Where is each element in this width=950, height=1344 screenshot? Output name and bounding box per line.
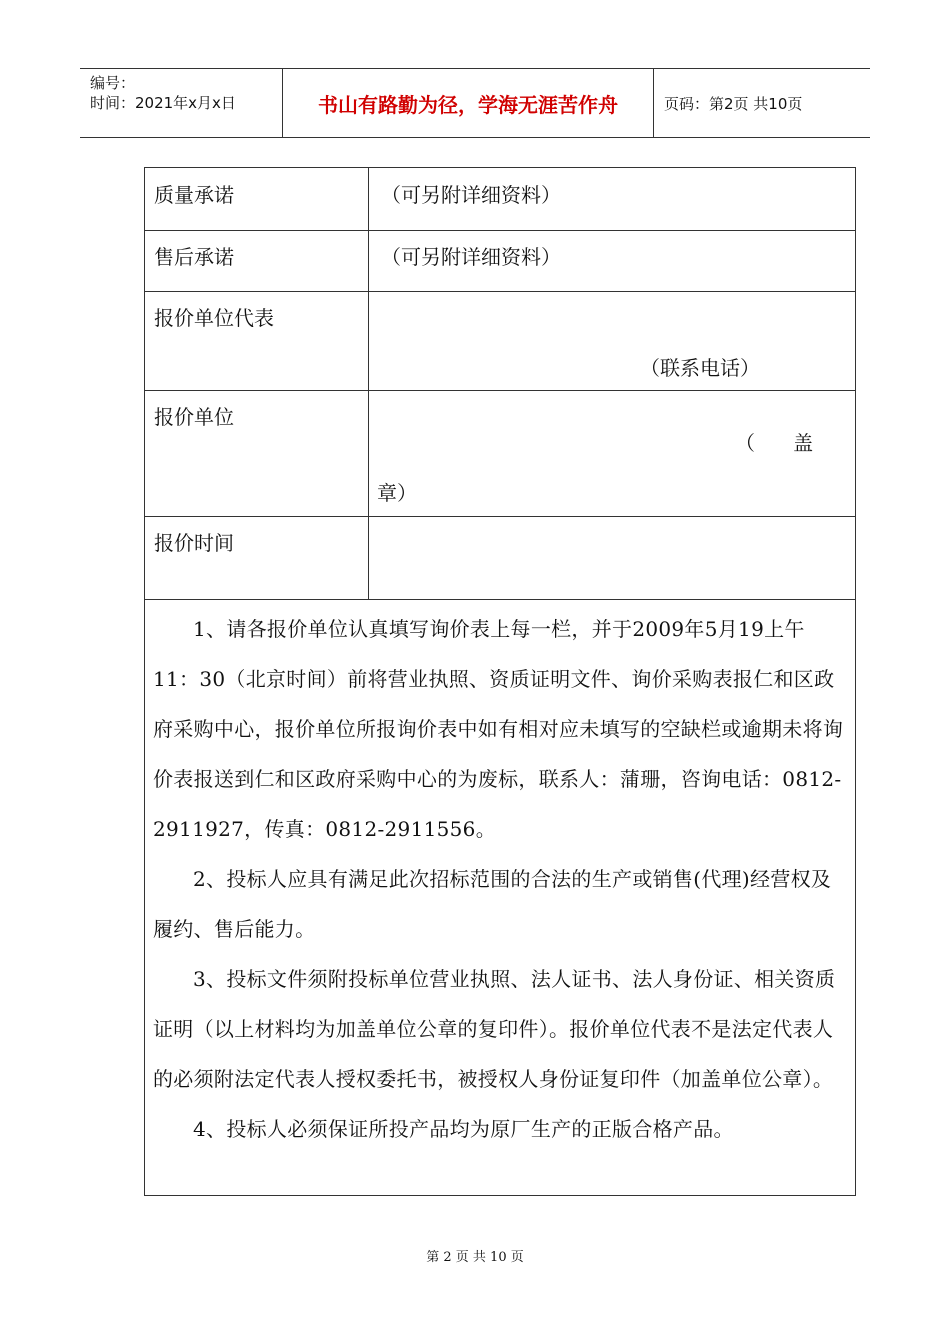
value-quality-promise: （可另附详细资料） (381, 183, 561, 207)
page-footer: 第 2 页 共 10 页 (426, 1250, 524, 1265)
row-divider (145, 599, 855, 600)
value-seal-a: （ 盖 (735, 431, 814, 455)
value-seal-b: 章） (377, 481, 417, 505)
row-divider (145, 291, 855, 292)
row-divider (145, 516, 855, 517)
serial-label: 编号： (90, 74, 136, 92)
quote-table (144, 167, 856, 1196)
label-bidder-unit: 报价单位 (154, 405, 234, 429)
page-header (80, 68, 870, 138)
note-item: 4、投标人必须保证所投产品均为原厂生产的正版合格产品。 (193, 1117, 734, 1141)
header-meta (90, 73, 280, 113)
notes-section (153, 604, 848, 1154)
note-item: 3、投标文件须附投标单位营业执照、法人证书、法人身份证、相关资质证明（以上材料均为加盖单位公章的复印件）。报价单位代表不是法定代表人的必须附法定代表人授权委托书，被授权人身份证复印件（加盖单位公章）。 (153, 967, 836, 1091)
note-item: 1、请各报价单位认真填写询价表上每一栏，并于2009年5月19上午11：30（北京时间）前将营业执照、资质证明文件、询价采购表报仁和区政府采购中心，报价单位所报询价表中如有相对应未填写的空缺栏或逾期未将询价表报送到仁和区政府采购中心的为废标，联系人：蒲珊，咨询电话：0812-2911927，传真：0812-2911556。 (153, 617, 844, 841)
label-bidder-representative: 报价单位代表 (154, 306, 274, 330)
header-divider (653, 69, 654, 137)
value-after-sales-promise: （可另附详细资料） (381, 245, 561, 269)
value-contact-phone: （联系电话） (640, 356, 760, 380)
header-page-info: 页码：第2页 共10页 (664, 94, 803, 113)
row-divider (145, 230, 855, 231)
label-quality-promise: 质量承诺 (154, 183, 234, 207)
header-motto: 书山有路勤为径，学海无涯苦作舟 (318, 92, 618, 117)
note-item: 2、投标人应具有满足此次招标范围的合法的生产或销售(代理)经营权及履约、售后能力。 (153, 867, 832, 941)
label-after-sales-promise: 售后承诺 (154, 245, 234, 269)
row-divider (145, 390, 855, 391)
column-divider (368, 168, 369, 599)
label-quote-time: 报价时间 (154, 531, 234, 555)
date-label: 时间：2021年x月x日 (90, 94, 236, 112)
